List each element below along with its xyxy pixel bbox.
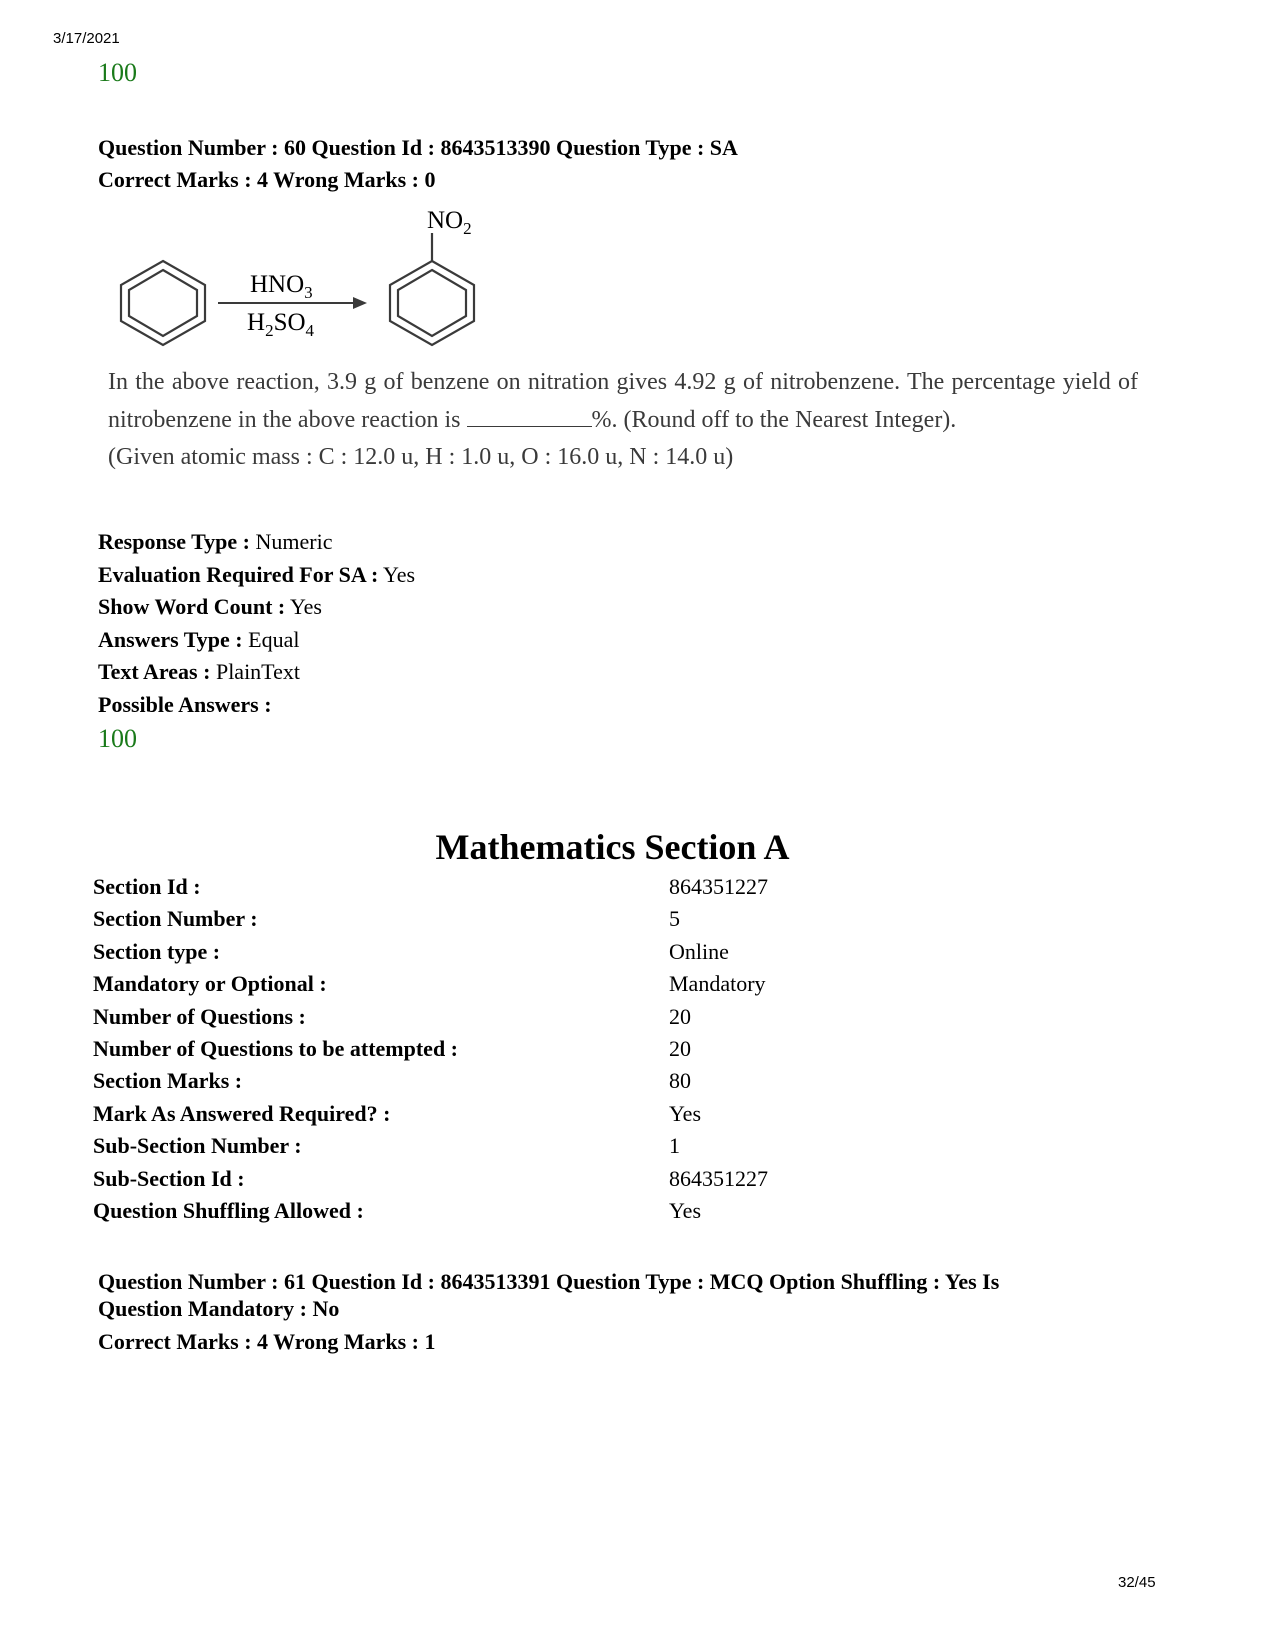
q61-mandatory: Question Mandatory : No [98,1296,340,1321]
section-row: Number of Questions : 20 [93,1004,691,1029]
benzene-ring [121,261,205,345]
section-row: Mark As Answered Required? : Yes [93,1101,702,1126]
q60-given-masses: (Given atomic mass : C : 12.0 u, H : 1.0 u, O : 16.0 u, N : 14.0 u) [108,444,734,470]
page-number: 32/45 [1118,1574,1156,1591]
section-row: Sub-Section Number : 1 [93,1133,680,1158]
meta-text-areas: Text Areas : PlainText [98,659,300,684]
section-row: Section type : Online [93,939,729,964]
reagent-top: $HNO_3$ [250,271,313,302]
section-row: Section Id : 864351227 [93,874,768,899]
q60-text: In the above reaction, 3.9 g of benzene on nitration gives 4.92 g of nitrobenzene. The percentage yield of nitrobenzene in the above reaction is %. (Round off to the Nearest Integer). (Given atomic mass : C : 12.0 u, H : 1.0 u, O : 16.0 u, N : 14.0 u) [108,369,1138,470]
meta-response-type: Response Type : Numeric [98,529,333,554]
nitro-group-label: $NO_2$ [427,207,472,238]
answer-blank [467,408,592,427]
section-row: Number of Questions to be attempted : 20 [93,1036,691,1061]
nitrobenzene-ring [390,233,474,345]
q60-meta [98,526,415,721]
meta-possible-answers: Possible Answers : [98,691,272,717]
meta-evaluation-required: Evaluation Required For SA : Yes [98,561,416,587]
nitration-reaction-diagram [105,200,505,350]
section-row: Sub-Section Id : 864351227 [93,1166,768,1191]
section-row: Mandatory or Optional : Mandatory [93,971,766,996]
q60-answer: 100 [98,724,137,753]
section-row: Section Marks : 80 [93,1068,691,1093]
section-row: Question Shuffling Allowed : Yes [93,1198,702,1223]
previous-answer: 100 [98,58,137,87]
meta-show-word-count: Show Word Count : Yes [98,594,322,619]
print-date: 3/17/2021 [53,30,120,47]
q60-header: Question Number : 60 Question Id : 8643513390 Question Type : SA [98,135,738,160]
meta-answers-type: Answers Type : Equal [98,626,300,652]
q60-marks: Correct Marks : 4 Wrong Marks : 0 [98,167,436,192]
section-title: Mathematics Section A [435,827,790,867]
q61-header: Question Number : 61 Question Id : 8643513391 Question Type : MCQ Option Shuffling : Yes Is [98,1269,1000,1294]
reagent-bottom: $H_2SO_4$ [247,309,315,340]
arrow-head [353,297,367,309]
q61-marks: Correct Marks : 4 Wrong Marks : 1 [98,1329,436,1354]
section-row: Section Number : 5 [93,906,680,931]
